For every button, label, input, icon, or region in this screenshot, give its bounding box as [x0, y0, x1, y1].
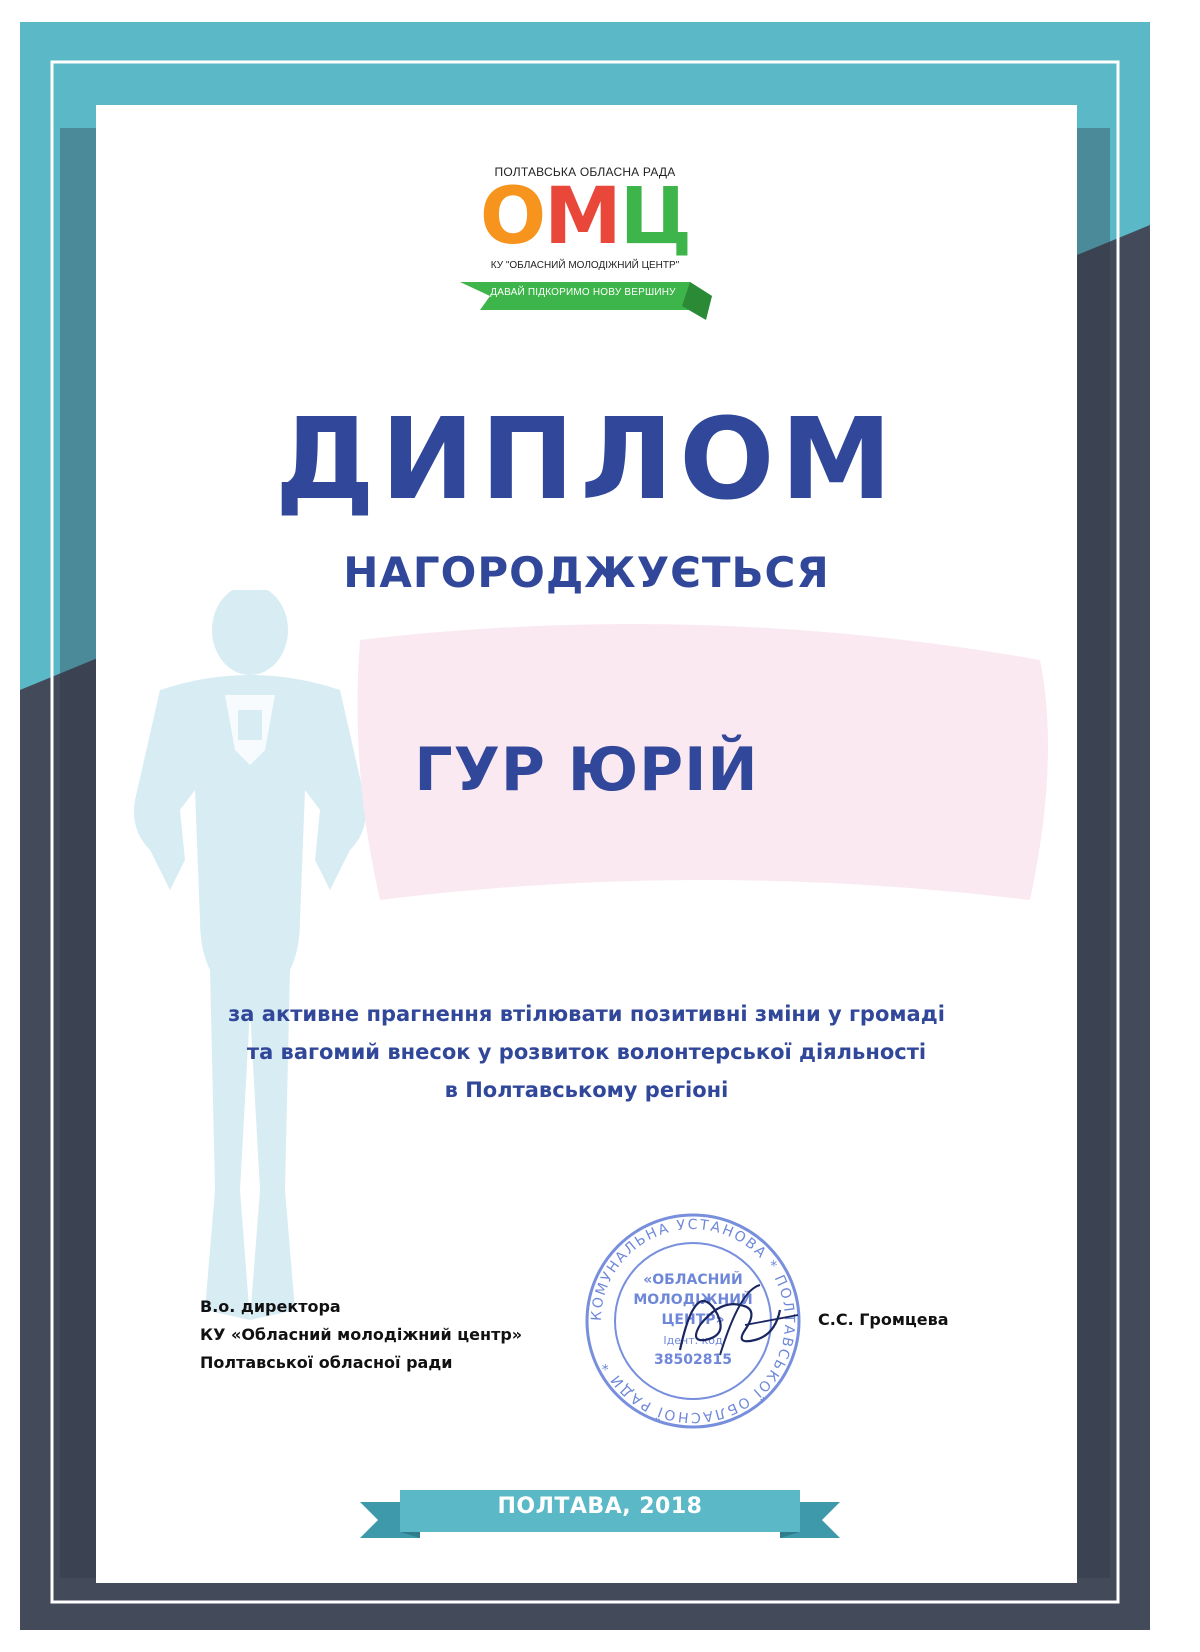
- council-name: ПОЛТАВСЬКА ОБЛАСНА РАДА: [494, 165, 676, 179]
- place-year: ПОЛТАВА, 2018: [497, 1494, 703, 1519]
- stamp-line: 38502815: [654, 1352, 732, 1368]
- logo-letter-ts: Ц: [619, 172, 691, 262]
- slogan-text: ДАВАЙ ПІДКОРИМО НОВУ ВЕРШИНУ: [490, 287, 676, 298]
- stamp-line: ЦЕНТР»: [661, 1312, 725, 1328]
- recipient-name: ГУР ЮРІЙ: [414, 735, 759, 805]
- logo-letter-m: М: [544, 172, 620, 262]
- reason-line: в Полтавському регіоні: [444, 1078, 729, 1102]
- stamp-outer-text: КОМУНАЛЬНА УСТАНОВА * ПОЛТАВСЬКОЇ ОБЛАСНОЇ РАДИ *: [588, 1216, 798, 1426]
- signer-role-line: В.о. директора: [200, 1297, 341, 1316]
- stamp-line: «ОБЛАСНИЙ: [643, 1272, 743, 1288]
- signer-name: С.С. Громцева: [818, 1310, 949, 1329]
- signer-role-line: Полтавської обласної ради: [200, 1353, 453, 1372]
- stamp-line: Ідент. код: [663, 1334, 723, 1347]
- awarded-label: НАГОРОДЖУЄТЬСЯ: [343, 548, 830, 597]
- award-reason: [96, 995, 1077, 1109]
- stamp-line: МОЛОДІЖНИЙ: [633, 1292, 753, 1308]
- slogan-ribbon: [460, 276, 712, 320]
- reason-line: за активне прагнення втілювати позитивні зміни у громаді: [228, 1002, 945, 1026]
- signer-role: [200, 1293, 600, 1377]
- center-name: КУ "ОБЛАСНИЙ МОЛОДІЖНИЙ ЦЕНТР": [490, 260, 680, 271]
- logo-letter-o: О: [479, 172, 545, 262]
- reason-line: та вагомий внесок у розвиток волонтерської діяльності: [246, 1040, 927, 1064]
- logo-block: [450, 160, 720, 330]
- signer-role-line: КУ «Обласний молодіжний центр»: [200, 1325, 523, 1344]
- diploma-title: ДИПЛОМ: [275, 395, 898, 525]
- handwritten-signature: [660, 1270, 800, 1370]
